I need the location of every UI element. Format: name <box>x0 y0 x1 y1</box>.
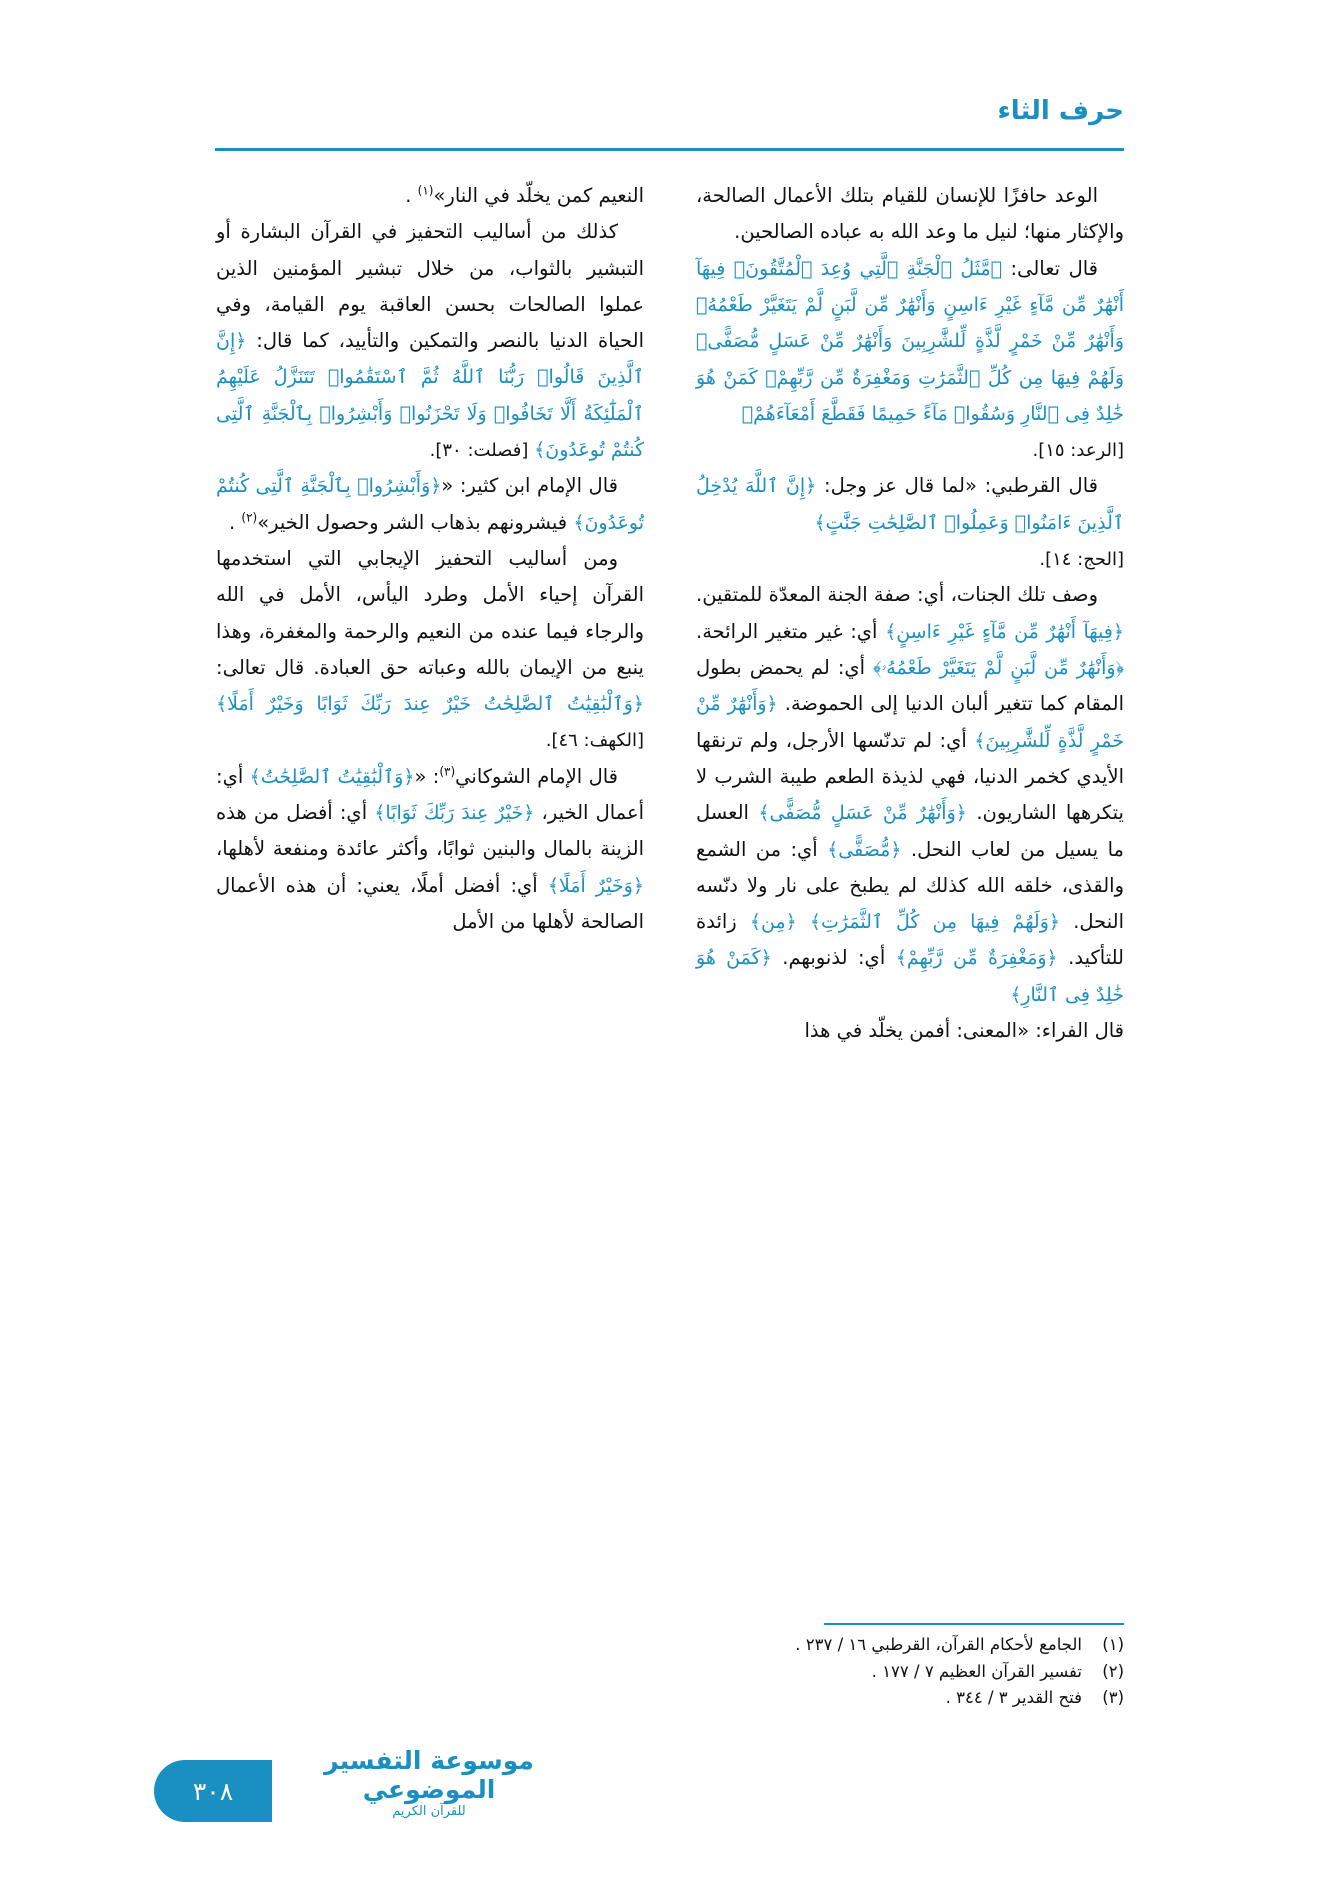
text-run: أي: لم تدنّسها الأرجل، ولم ترنقها الأيدي كخمر الدنيا، فهي لذيذة الطعم طيبة الشرب لا يتكرهها الشاريون. <box>696 728 1124 825</box>
verse-reference: [الرعد: ١٥]. <box>1032 440 1124 462</box>
paragraph <box>696 251 1124 433</box>
footnote-marker: (٢) <box>241 510 258 525</box>
quran-verse: ﴿وَخَيْرٌ أَمَلًا﴾ <box>547 874 644 897</box>
quran-verse: ﴿وَٱلْبَٰقِيَٰتُ ٱلصَّٰلِحَٰتُ﴾ <box>249 765 415 788</box>
page-header <box>215 96 1124 158</box>
paragraph <box>216 468 644 541</box>
footnote-text: الجامع لأحكام القرآن، القرطبي ١٦ / ٢٣٧ . <box>795 1634 1082 1654</box>
quran-verse: ﴿كَمَنْ هُوَ خَٰلِدٌ فِى ٱلنَّارِ﴾ <box>696 947 1124 1006</box>
quran-verse: ﴿وَلَهُمْ فِيهَا مِن كُلِّ ٱلثَّمَرَٰتِ﴾ <box>809 911 1061 934</box>
text-run: ومن أساليب التحفيز الإيجابي التي استخدمها القرآن إحياء الأمل وطرد اليأس، الأمل في الله والرجاء فيما عنده من النعيم والرحمة والمغفرة، وهذا ينبع من الإيمان بالله وعباته حق العبادة. قال تعالى: <box>216 547 644 679</box>
header-divider <box>215 148 1124 151</box>
text-run: النعيم كمن يخلّد في النار» <box>433 184 644 207</box>
column-right <box>696 178 1124 1448</box>
text-run: وصف تلك الجنات، أي: صفة الجنة المعدّة للمتقين. <box>696 583 1098 607</box>
quran-verse: ﴿وَمَغْفِرَةٌ مِّن رَّبِّهِمْ﴾ <box>895 947 1058 970</box>
verse-reference: [فصلت: ٣٠]. <box>429 440 535 462</box>
footnote-item <box>696 1659 1124 1686</box>
paragraph <box>696 468 1124 541</box>
paragraph <box>216 178 644 214</box>
text-run: قال تعالى: <box>1002 256 1098 280</box>
footnote-item <box>696 1685 1124 1712</box>
footnote-number: (١) <box>1102 1634 1124 1654</box>
page-footer <box>192 1732 1124 1828</box>
quran-verse: ﴿خَيْرٌ عِندَ رَبِّكَ ثَوَابًا﴾ <box>374 802 535 825</box>
paragraph <box>216 541 644 759</box>
text-run: الوعد حافزًا للإنسان للقيام بتلك الأعمال الصالحة، والإكثار منها؛ لنيل ما وعد الله به عباده الصالحين. <box>696 184 1124 244</box>
quran-verse: ﴿وَأَنْهَٰرٌ مِّن لَّبَنٍ لَّمْ يَتَغَيَّرْ طَعْمُهُۥ﴾ <box>873 656 1124 679</box>
page-number: ٣٠٨ <box>154 1760 272 1822</box>
text-run: فيشرونهم بذهاب الشر وحصول الخير» <box>257 510 574 534</box>
footnote-text: فتح القدير ٣ / ٣٤٤ . <box>945 1688 1082 1708</box>
quran-verse: ﴿مُّصَفًّى﴾ <box>827 838 902 861</box>
verse-reference: [الكهف: ٤٦]. <box>545 730 644 752</box>
footnote-list <box>696 1632 1124 1712</box>
text-run: العسل ما يسيل من لعاب النحل. <box>696 801 1124 861</box>
text-run: قال الإمام ابن كثير: « <box>441 474 618 498</box>
paragraph <box>696 432 1124 468</box>
quran-verse: ﴿مَّثَلُ ٱلْجَنَّةِ ٱلَّتِي وُعِدَ ٱلْمُتَّقُونَۖ فِيهَآ أَنْهَٰرٌ مِّن مَّآءٍ غَيْرِ ءَاسِنٍ وَأَنْهَٰرٌ مِّن لَّبَنٍ لَّمْ يَتَغَيَّرْ طَعْمُهُۥ وَأَنْهَٰرٌ مِّنْ خَمْرٍ لَّذَّةٍ لِّلشَّٰرِبِينَ وَأَنْهَٰرٌ مِّنْ عَسَلٍ مُّصَفًّىۖ وَلَهُمْ فِيهَا مِن كُلِّ ٱلثَّمَرَٰتِ وَمَغْفِرَةٌ مِّن رَّبِّهِمْۖ كَمَنْ هُوَ خَٰلِدٌ فِى ٱلنَّارِ وَسُقُوا۟ مَآءً حَمِيمًا فَقَطَّعَ أَمْعَآءَهُمْ﴾ <box>696 257 1124 425</box>
page-header-title: حرف الثاء <box>997 96 1124 126</box>
paragraph <box>696 541 1124 577</box>
text-run: . <box>229 510 242 534</box>
quran-verse: ﴿إِنَّ ٱلَّذِينَ قَالُوا۟ رَبُّنَا ٱللَّهُ ثُمَّ ٱسْتَقَٰمُوا۟ تَتَنَزَّلُ عَلَيْهِمُ ٱلْمَلَٰٓئِكَةُ أَلَّا تَخَافُوا۟ وَلَا تَحْزَنُوا۟ وَأَبْشِرُوا۟ بِٱلْجَنَّةِ ٱلَّتِى كُنتُمْ تُوعَدُونَ﴾ <box>216 330 644 462</box>
text-run: قال الإمام الشوكاني <box>455 764 618 788</box>
footnote-number: (٣) <box>1102 1688 1124 1708</box>
footnote-text: تفسير القرآن العظيم ٧ / ١٧٧ . <box>871 1661 1082 1681</box>
text-run: أي: أفضل من هذه الزينة بالمال والبنين ثوابًا، وأكثر عائدة ومنفعة لأهلها، <box>216 801 644 861</box>
body-columns <box>212 178 1124 1448</box>
paragraph <box>696 1013 1124 1049</box>
paragraph <box>696 577 1124 1013</box>
paragraph <box>216 759 644 941</box>
logo-main-text: موسوعة التفسير الموضوعي <box>324 1745 534 1804</box>
text-run: أي: من الشمع والقذى، خلقه الله كذلك لم يطبخ على نار ولا دنّسه النحل. <box>696 837 1124 934</box>
quran-verse: ﴿وَأَبْشِرُوا۟ بِٱلْجَنَّةِ ٱلَّتِى كُنتُمْ تُوعَدُونَ﴾ <box>216 475 644 534</box>
text-run: قال الفراء: «المعنى: أفمن يخلّد في هذا <box>804 1019 1124 1043</box>
quran-verse: ﴿مِن﴾ <box>749 911 810 934</box>
text-run: أي: لذنوبهم. <box>771 946 896 970</box>
paragraph <box>696 178 1124 251</box>
footnote-marker: (٣) <box>439 764 456 779</box>
logo-sub-text: للقرآن الكريم <box>392 1804 466 1820</box>
footnote-divider <box>824 1623 1124 1625</box>
text-run: قال القرطبي: «لما قال عز وجل: <box>816 474 1098 498</box>
text-run: . <box>405 184 418 207</box>
quran-verse: ﴿وَٱلْبَٰقِيَٰتُ ٱلصَّٰلِحَٰتُ خَيْرٌ عِندَ رَبِّكَ ثَوَابًا وَخَيْرٌ أَمَلًا﴾ <box>216 693 644 716</box>
text-run: : « <box>414 764 440 788</box>
publisher-logo <box>304 1747 554 1820</box>
text-run: أي: أعمال الخير، <box>216 764 645 825</box>
text-run: أي: غير متغير الرائحة. <box>696 619 886 643</box>
paragraph <box>216 214 644 468</box>
quran-verse: ﴿فِيهَآ أَنْهَٰرٌ مِّن مَّآءٍ غَيْرِ ءَاسِنٍ﴾ <box>885 620 1124 643</box>
footnote-number: (٢) <box>1102 1661 1124 1681</box>
column-left <box>216 178 644 1448</box>
text-run: أي: أفضل أملًا، يعني: أن هذه الأعمال الصالحة لأهلها من الأمل <box>216 873 644 933</box>
text-run: كذلك من أساليب التحفيز في القرآن البشارة أو التبشير بالثواب، من خلال تبشير المؤمنين الذين عملوا الصالحات بحسن العاقبة يوم القيامة، وفي الحياة الدنيا بالنصر والتمكين والتأييد، كما قال: <box>216 220 644 353</box>
footnotes-block <box>696 1623 1124 1712</box>
footnote-item <box>696 1632 1124 1659</box>
text-run: زائدة للتأكيد. <box>696 910 1124 970</box>
quran-verse: ﴿وَأَنْهَٰرٌ مِّنْ عَسَلٍ مُّصَفًّى﴾ <box>758 802 967 825</box>
verse-reference: [الحج: ١٤]. <box>1039 549 1124 571</box>
quran-verse: ﴿إِنَّ ٱللَّهَ يُدْخِلُ ٱلَّذِينَ ءَامَنُوا۟ وَعَمِلُوا۟ ٱلصَّٰلِحَٰتِ جَنَّٰتٍ﴾ <box>696 475 1124 534</box>
footnote-marker: (١) <box>417 183 434 198</box>
quran-verse: ﴿وَأَنْهَٰرٌ مِّنْ خَمْرٍ لَّذَّةٍ لِّلشَّٰرِبِينَ﴾ <box>696 693 1125 752</box>
text-run: أي: لم يحمض بطول المقام كما تتغير ألبان الدنيا إلى الحموضة. <box>696 655 1125 716</box>
